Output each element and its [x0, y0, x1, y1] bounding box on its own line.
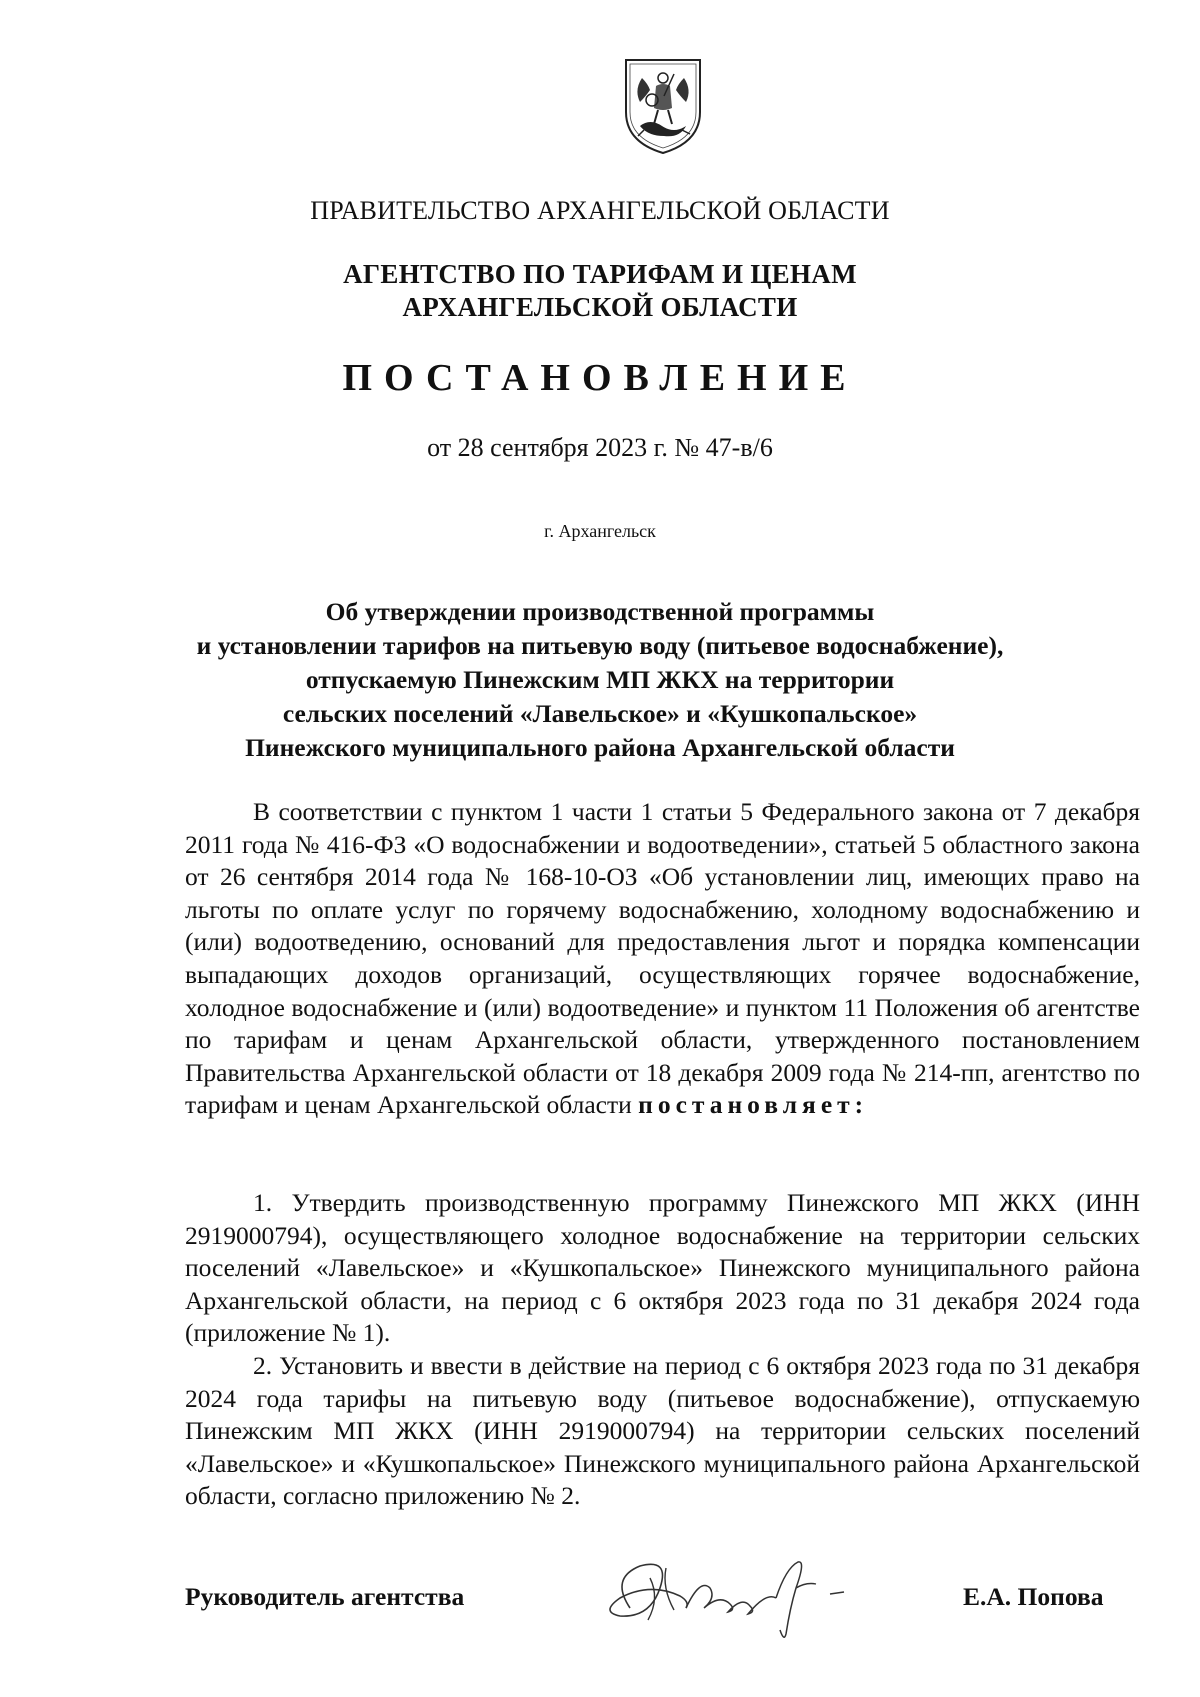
document-title-line: Об утверждении производственной программы [325, 597, 875, 626]
handwritten-signature [590, 1538, 870, 1648]
preamble-text: В соответствии с пунктом 1 части 1 статьи 5 Федерального закона от 7 декабря 2011 года № 416-ФЗ «О водоснабжении и водоотведении», статьей 5 областного закона от 26 сентября 2014 года № 168-10-ОЗ «Об установлении лиц, имеющих право на льготы по оплате услуг по горячему водоснабжению, холодному водоснабжению и (или) водоотведению, оснований для предоставления льгот и порядка компенсации выпадающих доходов организаций, осуществляющих горячее водоснабжение, холодное водоснабжение и (или) водоотведение» и пунктом 11 Положения об агентстве по тарифам и ценам Архангельской области, утвержденного постановлением Правительства Архангельской области от 18 декабря 2009 года № 214-пп, агентство по тарифам и ценам Архангельской области [185, 797, 1140, 1120]
decree-item-1: 1. Утвердить производственную программу Пинежского МП ЖКХ (ИНН 2919000794), осуществляющего холодное водоснабжение на территории сельских поселений «Лавельское» и «Кушкопальское» Пинежского муниципального района Архангельской области, на период с 6 октября 2023 года по 31 декабря 2024 года (приложение № 1). [185, 1188, 1140, 1348]
document-title-line: отпускаемую Пинежским МП ЖКХ на территории [305, 665, 895, 694]
preamble-paragraph [185, 796, 1140, 1122]
agency-name-line-2: АРХАНГЕЛЬСКОЙ ОБЛАСТИ [402, 292, 798, 322]
signatory-name: Е.А. Попова [963, 1582, 1104, 1611]
document-title-line: Пинежского муниципального района Архангельской области [245, 733, 955, 762]
decree-item-2: 2. Установить и ввести в действие на период с 6 октября 2023 года по 31 декабря 2024 года тарифы на питьевую воду (питьевое водоснабжение), отпускаемую Пинежским МП ЖКХ (ИНН 2919000794) на территории сельских поселений «Лавельское» и «Кушкопальское» Пинежского муниципального района Архангельской области, согласно приложению № 2. [185, 1351, 1140, 1511]
document-date-number: от 28 сентября 2023 г. № 47-в/6 [427, 433, 773, 462]
decree-word: постановляет: [638, 1090, 869, 1120]
signatory-role: Руководитель агентства [185, 1582, 465, 1611]
document-title-line: сельских поселений «Лавельское» и «Кушкопальское» [282, 699, 918, 728]
coat-of-arms-icon [620, 56, 706, 156]
document-title-line: и установлении тарифов на питьевую воду (питьевое водоснабжение), [196, 631, 1004, 660]
agency-name-line-1: АГЕНТСТВО ПО ТАРИФАМ И ЦЕНАМ [343, 259, 857, 289]
document-type: ПОСТАНОВЛЕНИЕ [342, 357, 858, 399]
document-city: г. Архангельск [544, 521, 656, 541]
government-name: ПРАВИТЕЛЬСТВО АРХАНГЕЛЬСКОЙ ОБЛАСТИ [310, 196, 890, 225]
